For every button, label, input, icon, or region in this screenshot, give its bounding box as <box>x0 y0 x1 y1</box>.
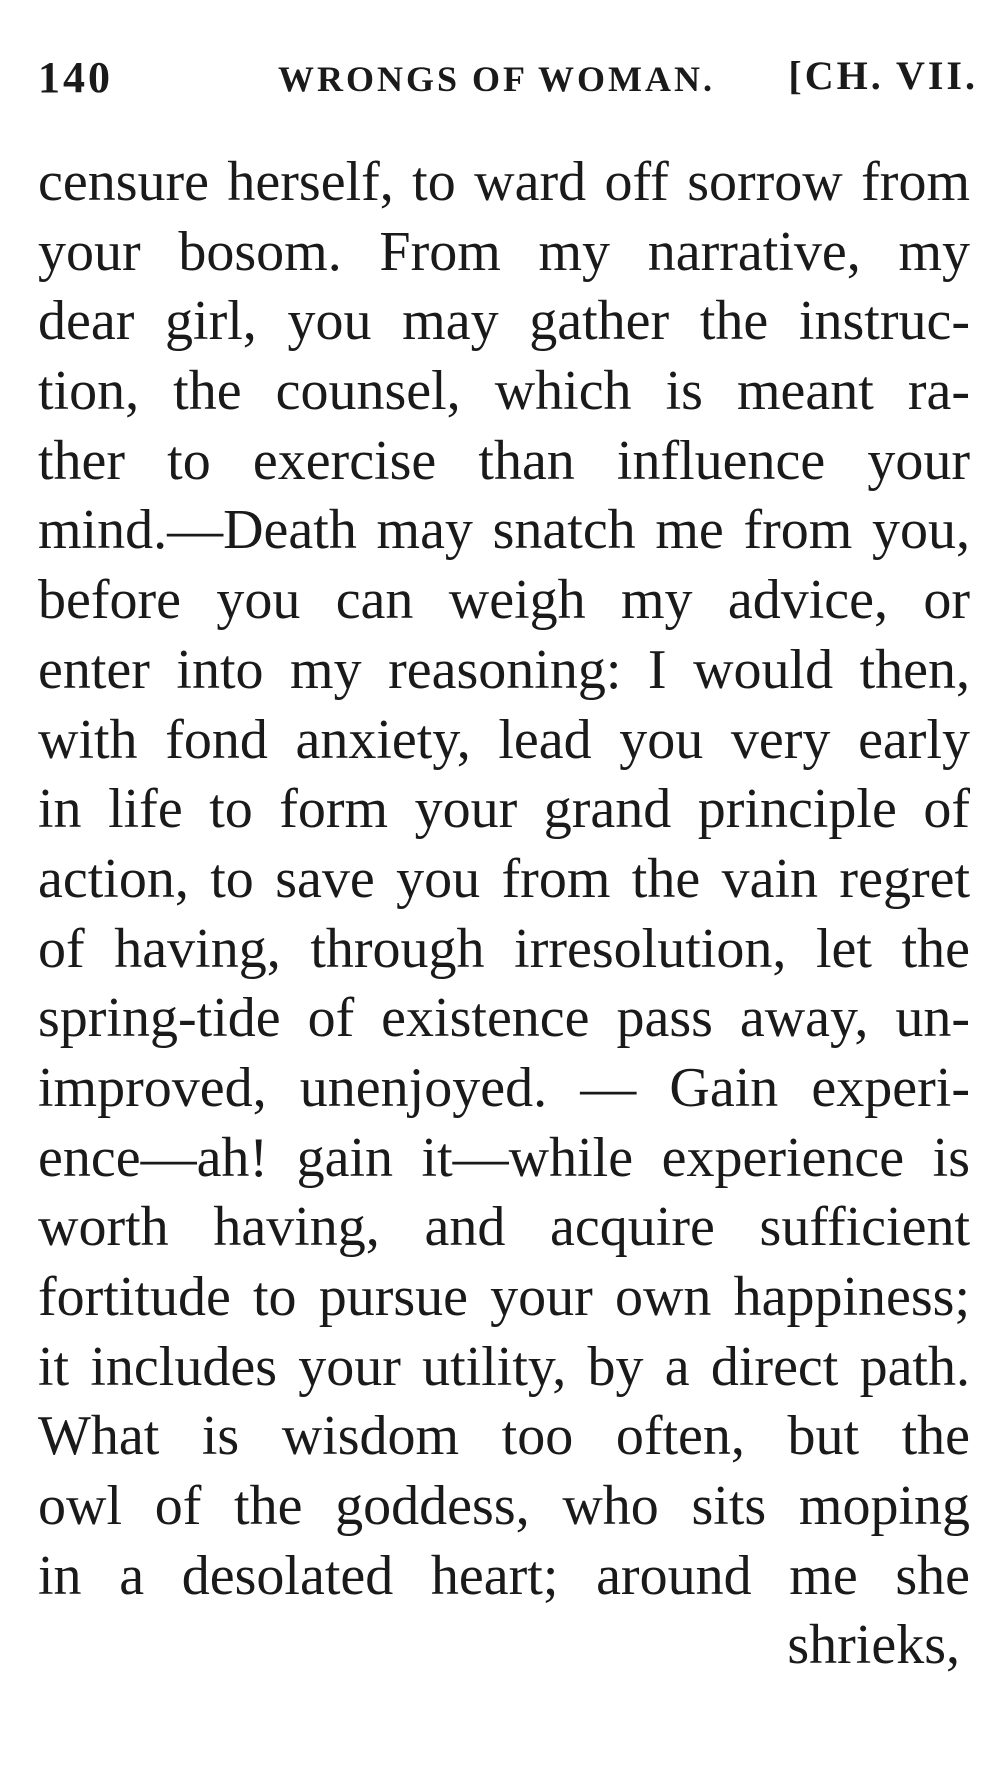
text-line: improved, unenjoyed. — Gain experi- <box>38 1056 970 1119</box>
text-line: before you can weigh my advice, or <box>38 569 970 632</box>
text-line: enter into my reasoning: I would then, <box>38 638 970 701</box>
text-line: with fond anxiety, lead you very early <box>38 708 970 771</box>
text-line: of having, through irresolution, let the <box>38 917 970 980</box>
text-line: in life to form your grand principle of <box>38 778 970 841</box>
chapter-reference: [CH. VII. <box>788 53 978 98</box>
text-line: mind.—Death may snatch me from you, <box>38 499 970 562</box>
text-line: action, to save you from the vain regret <box>38 847 970 910</box>
text-line: dear girl, you may gather the instruc- <box>38 290 970 353</box>
text-line: censure herself, to ward off sorrow from <box>38 151 970 213</box>
text-line: worth having, and acquire sufficient <box>38 1196 970 1259</box>
text-line: ther to exercise than influence your <box>38 429 970 492</box>
text-line: tion, the counsel, which is meant ra- <box>38 360 970 423</box>
body-text <box>38 148 970 1681</box>
text-line: owl of the goddess, who sits moping <box>38 1475 970 1538</box>
text-line: your bosom. From my narrative, my <box>38 220 970 283</box>
text-line: What is wisdom too often, but the <box>38 1405 970 1468</box>
text-line: spring-tide of existence pass away, un- <box>38 987 970 1050</box>
text-line: ence—ah! gain it—while experience is <box>38 1126 970 1189</box>
page-number: 140 <box>38 53 113 102</box>
text-line: fortitude to pursue your own happiness; <box>38 1266 970 1328</box>
text-line: it includes your utility, by a direct path. <box>38 1335 970 1398</box>
catchword: shrieks, <box>787 1614 960 1677</box>
text-line: in a desolated heart; around me she <box>38 1544 970 1607</box>
running-header <box>38 52 978 112</box>
running-title: WRONGS OF WOMAN. <box>278 59 716 99</box>
